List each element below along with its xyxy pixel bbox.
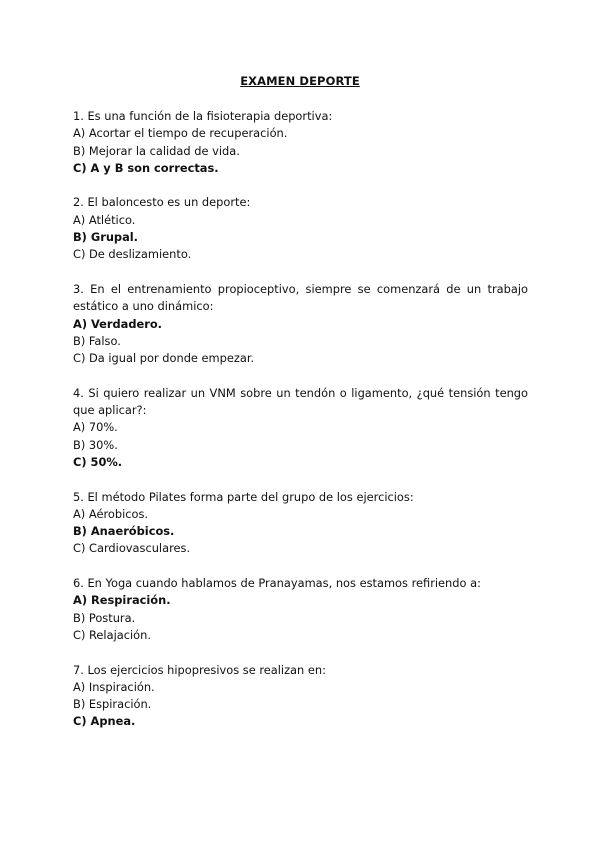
answer-option-a: A) Inspiración. — [73, 679, 155, 694]
answer-option-b: B) Espiración. — [73, 697, 152, 712]
question-stem: 4. Si quiero realizar un VNM sobre un tendón o ligamento, ¿qué tensión tengo que aplicar?: — [73, 385, 528, 418]
answer-option-a: A) 70%. — [73, 420, 118, 435]
answer-option-a: A) Aérobicos. — [73, 506, 149, 521]
answer-option-a: A) Acortar el tiempo de recuperación. — [73, 126, 288, 141]
answer-option-b: B) Falso. — [73, 333, 121, 348]
answer-option-c-correct: C) Apnea. — [73, 714, 136, 729]
question-list — [73, 108, 528, 748]
answer-option-a-correct: A) Verdadero. — [73, 316, 163, 331]
answer-option-c: C) Da igual por donde empezar. — [73, 351, 255, 366]
answer-option-c: C) Cardiovasculares. — [73, 541, 191, 556]
question-stem: 5. El método Pilates forma parte del grupo de los ejercicios: — [73, 489, 414, 504]
question-1 — [73, 108, 528, 177]
exam-title: EXAMEN DEPORTE — [240, 74, 360, 88]
answer-option-c: C) Relajación. — [73, 627, 151, 642]
question-4 — [73, 385, 528, 471]
answer-option-b: B) 30%. — [73, 437, 118, 452]
question-stem: 7. Los ejercicios hipopresivos se realizan en: — [73, 662, 326, 677]
answer-option-b-correct: B) Grupal. — [73, 230, 139, 245]
answer-option-c-correct: C) 50%. — [73, 454, 123, 469]
question-stem: 2. El baloncesto es un deporte: — [73, 195, 251, 210]
question-stem: 6. En Yoga cuando hablamos de Pranayamas, nos estamos refiriendo a: — [73, 576, 481, 591]
answer-option-a: A) Atlético. — [73, 212, 136, 227]
question-7 — [73, 662, 528, 731]
question-stem: 3. En el entrenamiento propioceptivo, siempre se comenzará de un trabajo estático a uno dinámico: — [73, 281, 528, 314]
question-5 — [73, 489, 528, 558]
question-stem: 1. Es una función de la fisioterapia deportiva: — [73, 109, 333, 123]
answer-option-c-correct: C) A y B son correctas. — [73, 160, 219, 175]
answer-option-b: B) Postura. — [73, 610, 136, 625]
answer-option-a-correct: A) Respiración. — [73, 593, 171, 608]
question-2 — [73, 194, 528, 263]
question-6 — [73, 575, 528, 644]
answer-option-c: C) De deslizamiento. — [73, 247, 192, 262]
question-3 — [73, 281, 528, 367]
answer-option-b: B) Mejorar la calidad de vida. — [73, 143, 240, 158]
answer-option-b-correct: B) Anaeróbicos. — [73, 524, 175, 539]
